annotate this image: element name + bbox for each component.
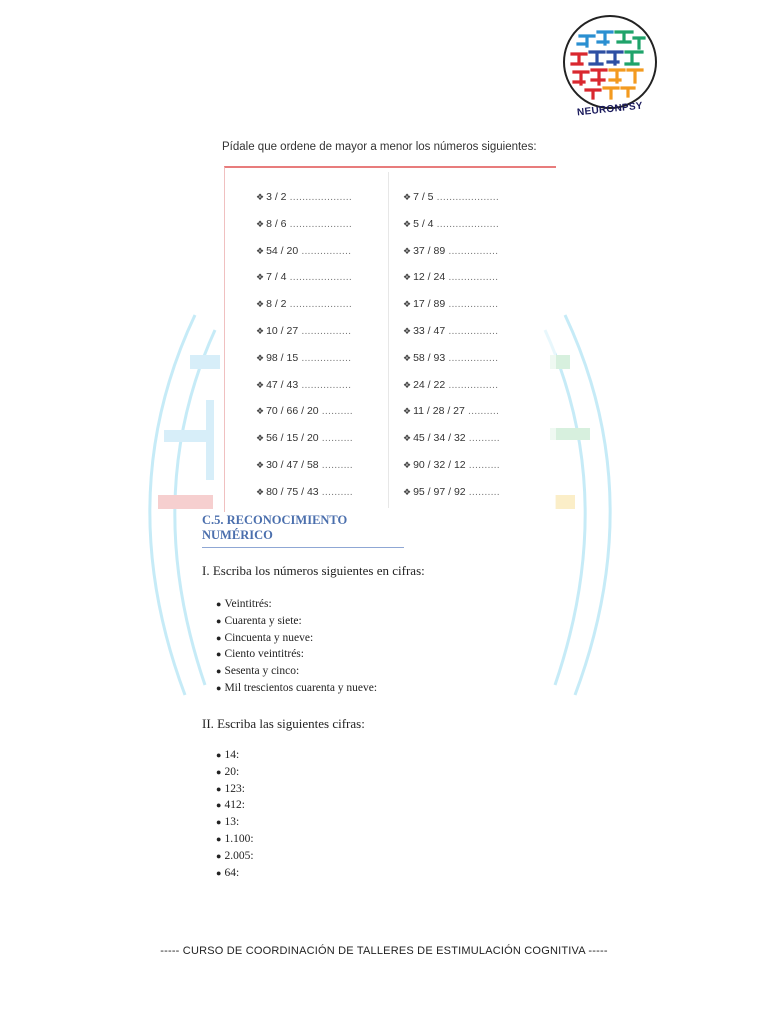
fraction-text: 8 / 6 <box>266 217 287 230</box>
diamond-bullet-icon: ❖ <box>256 486 265 497</box>
diamond-bullet-icon: ❖ <box>256 325 265 336</box>
fraction-text: 56 / 15 / 20 <box>266 432 319 445</box>
fraction-item <box>256 459 353 486</box>
fraction-text: 54 / 20 <box>266 244 299 257</box>
answer-blank: .......... <box>318 458 353 471</box>
answer-blank: ................ <box>445 298 499 311</box>
list-item-text: Ciento veintitrés: <box>224 648 304 661</box>
diamond-bullet-icon: ❖ <box>256 218 265 229</box>
answer-blank: .......... <box>318 485 353 498</box>
fraction-text: 8 / 2 <box>266 298 287 311</box>
fraction-text: 5 / 4 <box>413 217 434 230</box>
part2-list <box>216 747 254 881</box>
diamond-bullet-icon: ❖ <box>256 406 265 417</box>
list-item-text: Cincuenta y nueve: <box>224 631 314 644</box>
diamond-bullet-icon: ❖ <box>256 192 265 202</box>
answer-blank: ................ <box>445 378 499 391</box>
fraction-text: 30 / 47 / 58 <box>266 458 319 471</box>
diamond-bullet-icon: ❖ <box>403 245 412 256</box>
list-item <box>216 865 254 882</box>
list-item <box>216 848 254 865</box>
bullet-icon: ● <box>216 817 222 828</box>
fraction-exercise-box <box>224 166 556 512</box>
bullet-icon: ● <box>216 615 222 626</box>
diamond-bullet-icon: ❖ <box>256 245 265 256</box>
answer-blank: .................... <box>286 298 352 311</box>
diamond-bullet-icon: ❖ <box>403 406 412 417</box>
answer-blank: .................... <box>286 191 352 203</box>
page-footer: ----- CURSO DE COORDINACIÓN DE TALLERES DE ESTIMULACIÓN COGNITIVA ----- <box>160 945 608 957</box>
fraction-text: 12 / 24 <box>413 271 446 284</box>
answer-blank: .......... <box>318 432 353 445</box>
bullet-icon: ● <box>216 666 222 677</box>
fraction-item <box>256 191 353 218</box>
bullet-icon: ● <box>216 867 222 878</box>
fraction-column-right <box>403 191 500 513</box>
list-item <box>216 680 377 697</box>
fraction-text: 10 / 27 <box>266 324 299 337</box>
diamond-bullet-icon: ❖ <box>403 325 412 336</box>
bullet-icon: ● <box>216 750 222 760</box>
column-divider <box>388 172 389 508</box>
logo-text: NEURONPSY <box>576 100 644 119</box>
diamond-bullet-icon: ❖ <box>403 352 412 363</box>
bullet-icon: ● <box>216 783 222 794</box>
diamond-bullet-icon: ❖ <box>256 272 265 283</box>
diamond-bullet-icon: ❖ <box>256 352 265 363</box>
diamond-bullet-icon: ❖ <box>256 459 265 470</box>
fraction-item <box>256 486 353 513</box>
diamond-bullet-icon: ❖ <box>403 486 412 497</box>
bullet-icon: ● <box>216 632 222 643</box>
list-item <box>216 747 254 764</box>
fraction-item <box>403 379 500 406</box>
answer-blank: .......... <box>464 405 500 418</box>
list-item-text: 64: <box>224 866 240 879</box>
fraction-item <box>403 298 500 325</box>
list-item-text: 412: <box>224 799 245 812</box>
answer-blank: .................... <box>286 271 352 284</box>
fraction-item <box>403 245 500 272</box>
list-item-text: 13: <box>224 816 240 829</box>
answer-blank: .......... <box>465 458 500 471</box>
fraction-text: 17 / 89 <box>413 298 446 311</box>
answer-blank: ................ <box>298 378 352 391</box>
list-item <box>216 663 377 680</box>
list-item-text: Sesenta y cinco: <box>224 665 300 678</box>
bullet-icon: ● <box>216 800 222 811</box>
list-item <box>216 764 254 781</box>
fraction-item <box>256 271 353 298</box>
bullet-icon: ● <box>216 599 222 609</box>
fraction-item <box>256 352 353 379</box>
fraction-text: 90 / 32 / 12 <box>413 458 466 471</box>
fraction-text: 58 / 93 <box>413 351 446 364</box>
fraction-text: 24 / 22 <box>413 378 446 391</box>
answer-blank: ................ <box>445 244 499 257</box>
list-item-text: 20: <box>224 765 240 778</box>
fraction-item <box>403 191 500 218</box>
list-item-text: 2.005: <box>224 849 254 862</box>
list-item <box>216 814 254 831</box>
answer-blank: .................... <box>433 191 499 203</box>
fraction-item <box>403 218 500 245</box>
diamond-bullet-icon: ❖ <box>403 379 412 390</box>
fraction-item <box>256 218 353 245</box>
list-item <box>216 613 377 630</box>
fraction-text: 47 / 43 <box>266 378 299 391</box>
answer-blank: ................ <box>298 351 352 364</box>
diamond-bullet-icon: ❖ <box>403 218 412 229</box>
fraction-text: 7 / 4 <box>266 271 287 284</box>
fraction-item <box>403 271 500 298</box>
diamond-bullet-icon: ❖ <box>403 299 412 310</box>
fraction-text: 45 / 34 / 32 <box>413 432 466 445</box>
fraction-item <box>403 405 500 432</box>
diamond-bullet-icon: ❖ <box>403 433 412 444</box>
fraction-item <box>403 352 500 379</box>
diamond-bullet-icon: ❖ <box>256 299 265 310</box>
answer-blank: ................ <box>298 324 352 337</box>
part1-heading: I. Escriba los números siguientes en cifras: <box>202 563 425 578</box>
fraction-item <box>403 432 500 459</box>
fraction-text: 33 / 47 <box>413 324 446 337</box>
list-item-text: Veintitrés: <box>224 598 272 610</box>
fraction-text: 70 / 66 / 20 <box>266 405 319 418</box>
fraction-item <box>256 298 353 325</box>
bullet-icon: ● <box>216 682 222 693</box>
bullet-icon: ● <box>216 766 222 777</box>
fraction-text: 3 / 2 <box>266 191 287 203</box>
bullet-icon: ● <box>216 649 222 660</box>
fraction-item <box>256 325 353 352</box>
diamond-bullet-icon: ❖ <box>256 379 265 390</box>
answer-blank: ................ <box>445 351 499 364</box>
list-item-text: 1.100: <box>224 832 254 845</box>
part1-list <box>216 596 377 697</box>
list-item <box>216 831 254 848</box>
fraction-column-left <box>256 191 353 513</box>
list-item-text: Mil trescientos cuarenta y nueve: <box>224 681 378 694</box>
fraction-item <box>256 245 353 272</box>
fraction-text: 80 / 75 / 43 <box>266 485 319 498</box>
answer-blank: ................ <box>445 324 499 337</box>
fraction-text: 98 / 15 <box>266 351 299 364</box>
answer-blank: .......... <box>465 432 500 445</box>
list-item <box>216 797 254 814</box>
answer-blank: .................... <box>286 217 352 230</box>
diamond-bullet-icon: ❖ <box>403 459 412 470</box>
exercise-instruction: Pídale que ordene de mayor a menor los números siguientes: <box>222 141 537 153</box>
answer-blank: ................ <box>445 271 499 284</box>
diamond-bullet-icon: ❖ <box>256 433 265 444</box>
bullet-icon: ● <box>216 850 222 861</box>
fraction-item <box>256 432 353 459</box>
list-item-text: Cuarenta y siete: <box>224 614 302 627</box>
fraction-item <box>256 379 353 406</box>
diamond-bullet-icon: ❖ <box>403 272 412 283</box>
list-item <box>216 646 377 663</box>
list-item <box>216 596 377 613</box>
fraction-item <box>256 405 353 432</box>
fraction-text: 95 / 97 / 92 <box>413 485 466 498</box>
answer-blank: ................ <box>298 244 352 257</box>
fraction-text: 11 / 28 / 27 <box>413 405 465 418</box>
fraction-item <box>403 325 500 352</box>
fraction-item <box>403 459 500 486</box>
list-item <box>216 630 377 647</box>
list-item-text: 123: <box>224 782 245 795</box>
answer-blank: .......... <box>465 485 500 498</box>
answer-blank: .................... <box>433 217 499 230</box>
bullet-icon: ● <box>216 833 222 844</box>
diamond-bullet-icon: ❖ <box>403 192 412 202</box>
list-item-text: 14: <box>224 749 240 761</box>
fraction-text: 37 / 89 <box>413 244 446 257</box>
answer-blank: .......... <box>318 405 353 418</box>
fraction-item <box>403 486 500 513</box>
part2-heading: II. Escriba las siguientes cifras: <box>202 716 365 731</box>
list-item <box>216 781 254 798</box>
fraction-text: 7 / 5 <box>413 191 434 203</box>
section-title: C.5. RECONOCIMIENTO NUMÉRICO <box>202 513 404 548</box>
